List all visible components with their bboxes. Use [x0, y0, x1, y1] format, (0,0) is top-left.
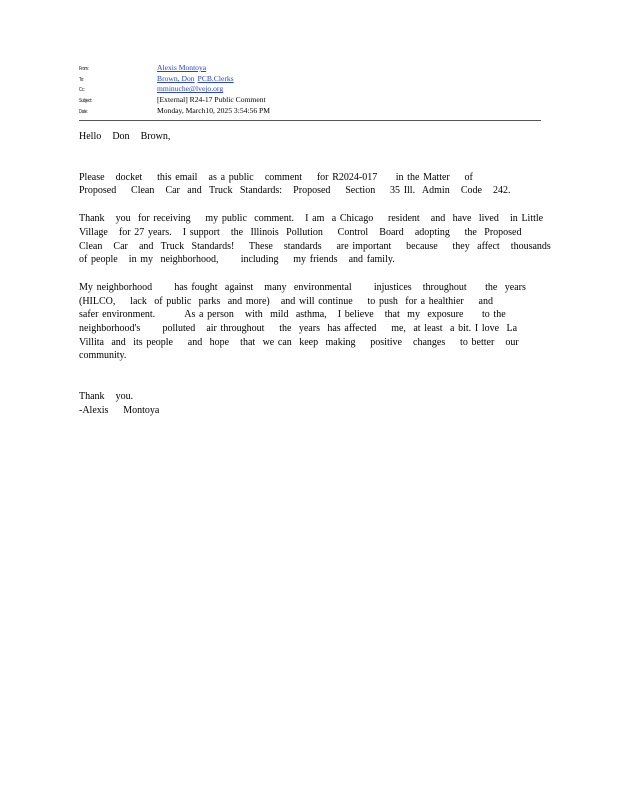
body-line: Proposed Clean Car and Truck Standards: Proposed Section 35 Ill. Admin Code 242. — [79, 185, 511, 197]
cc-link[interactable]: mminuche@lvejo.org — [157, 84, 224, 94]
body-line: Thank you for receiving my public comment. I am a Chicago resident and have lived in Little — [79, 213, 544, 225]
greeting: Hello Don Brown, — [79, 131, 171, 142]
subject-label: Subject: — [79, 98, 93, 105]
closing: Thank you. — [79, 391, 134, 403]
subject-row — [79, 95, 541, 106]
from-link[interactable]: Alexis Montoya — [157, 63, 207, 72]
to-label: To: — [79, 76, 84, 83]
to-link-brown[interactable]: Brown, Don — [157, 73, 195, 83]
from-row — [79, 63, 541, 74]
paragraph-docket-request — [79, 171, 549, 198]
from-label: From: — [79, 66, 89, 72]
to-row — [79, 74, 541, 85]
email-header — [79, 63, 541, 116]
subject-value: [External] R24-17 Public Comment — [157, 95, 266, 105]
body-line: safer environment. As a person with mild asthma, I believe that my exposure to the — [79, 309, 506, 321]
body-line: community. — [79, 350, 127, 362]
date-label: Date: — [79, 108, 88, 115]
body-line: (HILCO, lack of public parks and more) and will continue to push for a healthier and — [79, 295, 493, 307]
paragraph-support — [79, 212, 549, 267]
body-line: of people in my neighborhood, including my friends and family. — [79, 254, 395, 266]
body-line: Village for 27 years. I support the Illinois Pollution Control Board adopting the Proposed — [79, 226, 522, 238]
date-row — [79, 106, 541, 117]
body-line: Clean Car and Truck Standards! These standards are important because they affect thousands — [79, 240, 551, 252]
body-line: Villita and its people and hope that we can keep making positive changes to better our — [79, 336, 519, 348]
paragraph-neighborhood — [79, 281, 549, 363]
cc-row — [79, 84, 541, 95]
body-line: Please docket this email as a public comment for R2024-017 in the Matter of — [79, 171, 473, 183]
cc-label: Cc: — [79, 87, 85, 94]
body-line: My neighborhood has fought against many environmental injustices throughout the years — [79, 281, 526, 293]
body-line: neighborhood's polluted air throughout the years has affected me, at least a bit. I love La — [79, 323, 518, 335]
to-link-pcb-clerks[interactable]: PCB.Clerks — [197, 73, 234, 83]
email-body — [79, 130, 549, 418]
date-value: Monday, March10, 2025 3:54:56 PM — [157, 105, 270, 115]
signature: -Alexis Montoya — [79, 404, 160, 416]
header-divider — [79, 120, 541, 121]
